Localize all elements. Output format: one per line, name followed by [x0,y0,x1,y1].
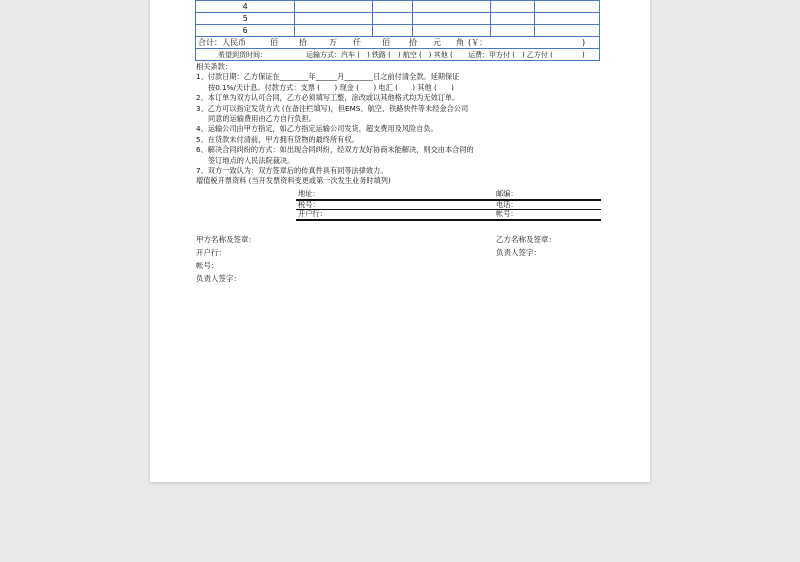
unit-bai: 佰 [270,38,278,47]
table-cell [295,1,373,13]
terms-section [196,62,596,187]
table-cell [535,1,600,13]
term-item: 6、解决合同纠纷的方式：如出现合同纠纷，经双方友好协商未能解决，则交由本合同的 [196,145,474,155]
term-item: 同意的运输费用由乙方自行负担。 [208,114,316,124]
table-cell [372,1,412,13]
term-item: 按0.1%/天计息。付款方式：支票 ( ) 现金 ( ) 电汇 ( ) 其他 ( ) [208,82,454,92]
party-a-signature [196,233,256,285]
table-row [196,25,600,37]
order-table [195,0,600,37]
row-number: 5 [196,13,295,25]
invoice-info-table [296,190,601,221]
postcode-label: 邮编： [496,189,518,198]
term-item: 3、乙方可以指定发货方式 (在备注栏填写)，但EMS、航空、铁路快件等未经金合公司 [196,103,469,113]
table-cell [413,1,491,13]
phone-label: 电话： [496,199,518,209]
tax-number-label: 税号： [298,199,320,209]
yen-label: (￥： [468,38,488,47]
table-cell [295,25,373,37]
unit-wan: 万 [329,38,337,47]
table-row [196,1,600,13]
table-cell [490,13,534,25]
table-cell [535,25,600,37]
table-cell [490,25,534,37]
row-number: 6 [196,25,295,37]
freight-payer: 运费：甲方付 ( ) 乙方付 ( [468,51,553,59]
party-a-person-label: 负责人签字： [196,274,241,283]
unit-qian: 仟 [353,38,361,47]
arrival-label: 希望到货时间： [218,51,267,59]
party-a-bank-label: 开户行： [196,248,226,257]
shipping-row [195,49,600,61]
bank-label: 开户行： [298,209,327,218]
table-cell [372,13,412,25]
term-item: 4、运输公司由甲方指定，如乙方指定运输公司发货，超支费用及风险自负。 [196,124,438,134]
unit-shi-2: 拾 [409,38,417,47]
table-row [196,13,600,25]
invoice-row [296,190,601,201]
account-label: 帐号： [496,209,518,218]
table-cell [372,25,412,37]
term-item: 签订地点的人民法院裁决。 [208,155,295,165]
term-item: 2、本订单为双方认可合同，乙方必须填写工整，涂改或以其他格式均为无效订单。 [196,93,460,103]
table-cell [535,13,600,25]
term-item: 7、双方一致认为：双方签章后的传真件具有同等法律效力。 [196,166,388,176]
invoice-row [296,201,601,211]
row-number: 4 [196,1,295,13]
address-label: 地址： [298,189,320,198]
party-b-signature [496,233,556,259]
yen-close: ) [582,38,586,47]
term-item: 5、在货款未付清前，甲方拥有货物的最终所有权。 [196,134,359,144]
table-cell [295,13,373,25]
invoice-info-heading: 增值税开票资料 (当开发票资料变更或第一次发生业务时填列) [196,176,391,186]
unit-jiao: 角 [456,38,464,47]
party-a-name-label: 甲方名称及签章： [196,235,256,244]
invoice-row [296,210,601,221]
party-b-name-label: 乙方名称及签章： [496,235,556,244]
party-a-account-label: 帐号： [196,261,219,270]
unit-yuan: 元 [433,38,441,47]
term-item: 1、付款日期：乙方保证在________年______月________日之前付清全款。延期保证 [196,72,460,82]
party-b-person-label: 负责人签字： [496,248,541,257]
unit-bai-2: 佰 [382,38,390,47]
unit-shi: 拾 [299,38,307,47]
shipping-method: 运输方式：汽车 ( ) 铁路 ( ) 航空 ( ) 其他 ( [306,51,453,59]
table-cell [413,13,491,25]
total-amount-row [195,37,600,49]
table-cell [413,25,491,37]
freight-close: ) [582,51,585,59]
table-cell [490,1,534,13]
total-label: 合计：人民币 [198,38,246,47]
terms-heading: 相关条款： [196,62,232,71]
